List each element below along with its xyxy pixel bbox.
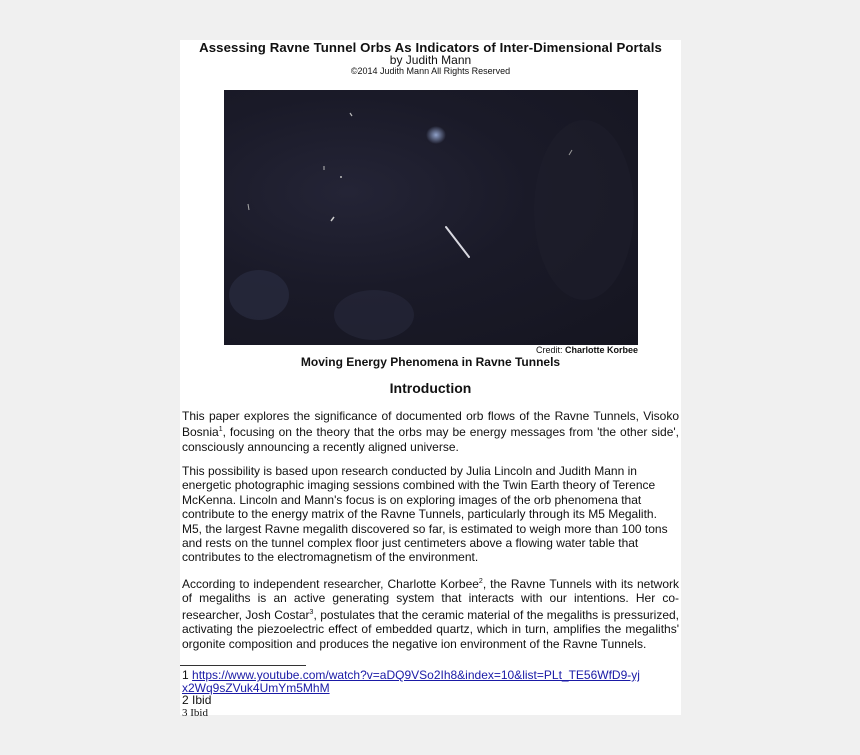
section-heading: Introduction	[389, 380, 472, 396]
paragraph-text: , focusing on the theory that the orbs may be energy messages from 'the other side', consciously announcing a recently aligned universe.	[182, 425, 679, 454]
footnote-ref-1[interactable]: 1	[218, 426, 223, 434]
footnote-3	[182, 707, 208, 720]
paragraph-3	[182, 575, 679, 651]
footnote-2	[182, 694, 211, 707]
credit-label: Credit:	[535, 345, 563, 355]
paragraph-text: , the Ravne Tunnels with its network of megaliths is an active generating system that interacts with our intentions. Her co-researcher, Josh Costar	[182, 577, 679, 622]
footnote-number: 1	[182, 668, 189, 682]
footnote-link[interactable]: https://www.youtube.com/watch?v=aDQ9VSo2Ih8&index=10&list=PLt_TE56WfD9-yjx2Wq9sZVuk4UmYm5MhM	[182, 668, 640, 695]
paragraph-text: , postulates that the ceramic material of the megaliths is pressurized, activating the piezoelectric effect of embedded quartz, which in turn, amplifies the megaliths' orgonite composition and produces the negative ion environment of the Ravne Tunnels.	[182, 607, 680, 651]
orb-photo	[224, 90, 638, 345]
footnote-text: Ibid	[190, 707, 208, 719]
paragraph-text: This paper explores the significance of documented orb flows of the Ravne Tunnels, Visoko Bosnia	[182, 409, 679, 440]
photo-credit	[224, 345, 638, 355]
figure-caption: Moving Energy Phenomena in Ravne Tunnels	[300, 355, 561, 369]
footnote-ref-3[interactable]: 3	[309, 608, 314, 616]
orb-streaks-image	[224, 90, 638, 345]
footnote-ref-2[interactable]: 2	[478, 578, 483, 585]
copyright-notice: ©2014 Judith Mann All Rights Reserved	[350, 66, 511, 76]
footnote-divider	[180, 665, 306, 666]
paragraph-text: According to independent researcher, Charlotte Korbee	[182, 577, 479, 591]
paragraph-2: This possibility is based upon research conducted by Julia Lincoln and Judith Mann in energetic photographic imaging sessions combined with the Twin Earth theory of Terence McKenna. Lincoln and Mann's focus is on exploring images of the orb phenomena that contribute to the energy matrix of the Ravne Tunnels, particularly through its M5 Megalith. M5, the largest Ravne megalith discovered so far, is estimated to weigh more than 100 tons and rests on the tunnel complex floor just centimeters above a flowing water table that contributes to the electromagnetism of the environment.	[182, 464, 668, 565]
paragraph-1	[182, 409, 679, 454]
document-title: Assessing Ravne Tunnel Orbs As Indicators of Inter-Dimensional Portals	[199, 40, 662, 55]
author-byline: by Judith Mann	[389, 53, 472, 67]
footnote-text: Ibid	[192, 693, 212, 707]
footnote-1	[182, 669, 642, 694]
document-page	[180, 40, 681, 719]
credit-name: Charlotte Korbee	[564, 345, 638, 355]
footnote-number: 2	[182, 693, 189, 707]
footnote-number: 3	[182, 707, 188, 719]
